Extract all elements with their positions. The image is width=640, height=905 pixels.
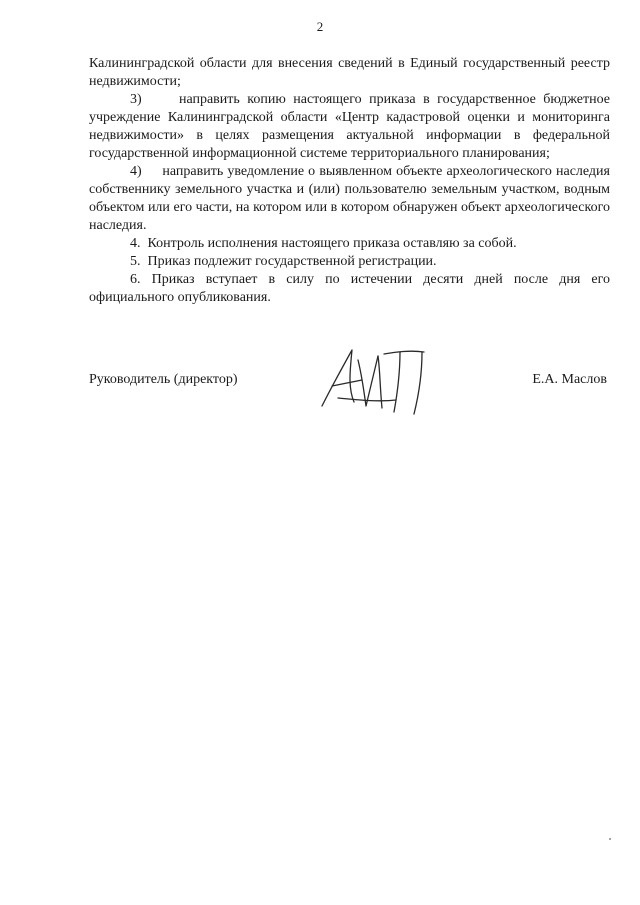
paragraph-item-3: 3) направить копию настоящего приказа в государственное бюджетное учреждение Калининградской области «Центр кадастровой оценки и мониторинга недвижимости» в целях размещения актуальной информации в федеральной государственной информационной системе территориального планирования;	[89, 92, 610, 161]
scan-speck	[609, 838, 611, 840]
paragraph-item-4-notification: 4) направить уведомление о выявленном объекте археологического наследия собственнику земельного участка и (или) пользователю земельным участком, водным объектом или его части, на котором или в котором обнаружен объект археологического наследия.	[89, 164, 610, 233]
signatory-name: Е.А. Маслов	[532, 372, 607, 387]
paragraph-registry-continuation: Калининградской области для внесения сведений в Единый государственный реестр недвижимости;	[89, 56, 610, 89]
paragraph-registration: 5. Приказ подлежит государственной регистрации.	[130, 254, 437, 269]
page-number: 2	[316, 19, 324, 34]
paragraph-entry-into-force: 6. Приказ вступает в силу по истечении десяти дней после дня его официального опубликования.	[89, 272, 610, 305]
signatory-role: Руководитель (директор)	[89, 372, 238, 387]
paragraph-control: 4. Контроль исполнения настоящего приказа оставляю за собой.	[130, 236, 517, 251]
order-text	[89, 55, 610, 307]
handwritten-signature	[318, 340, 438, 418]
